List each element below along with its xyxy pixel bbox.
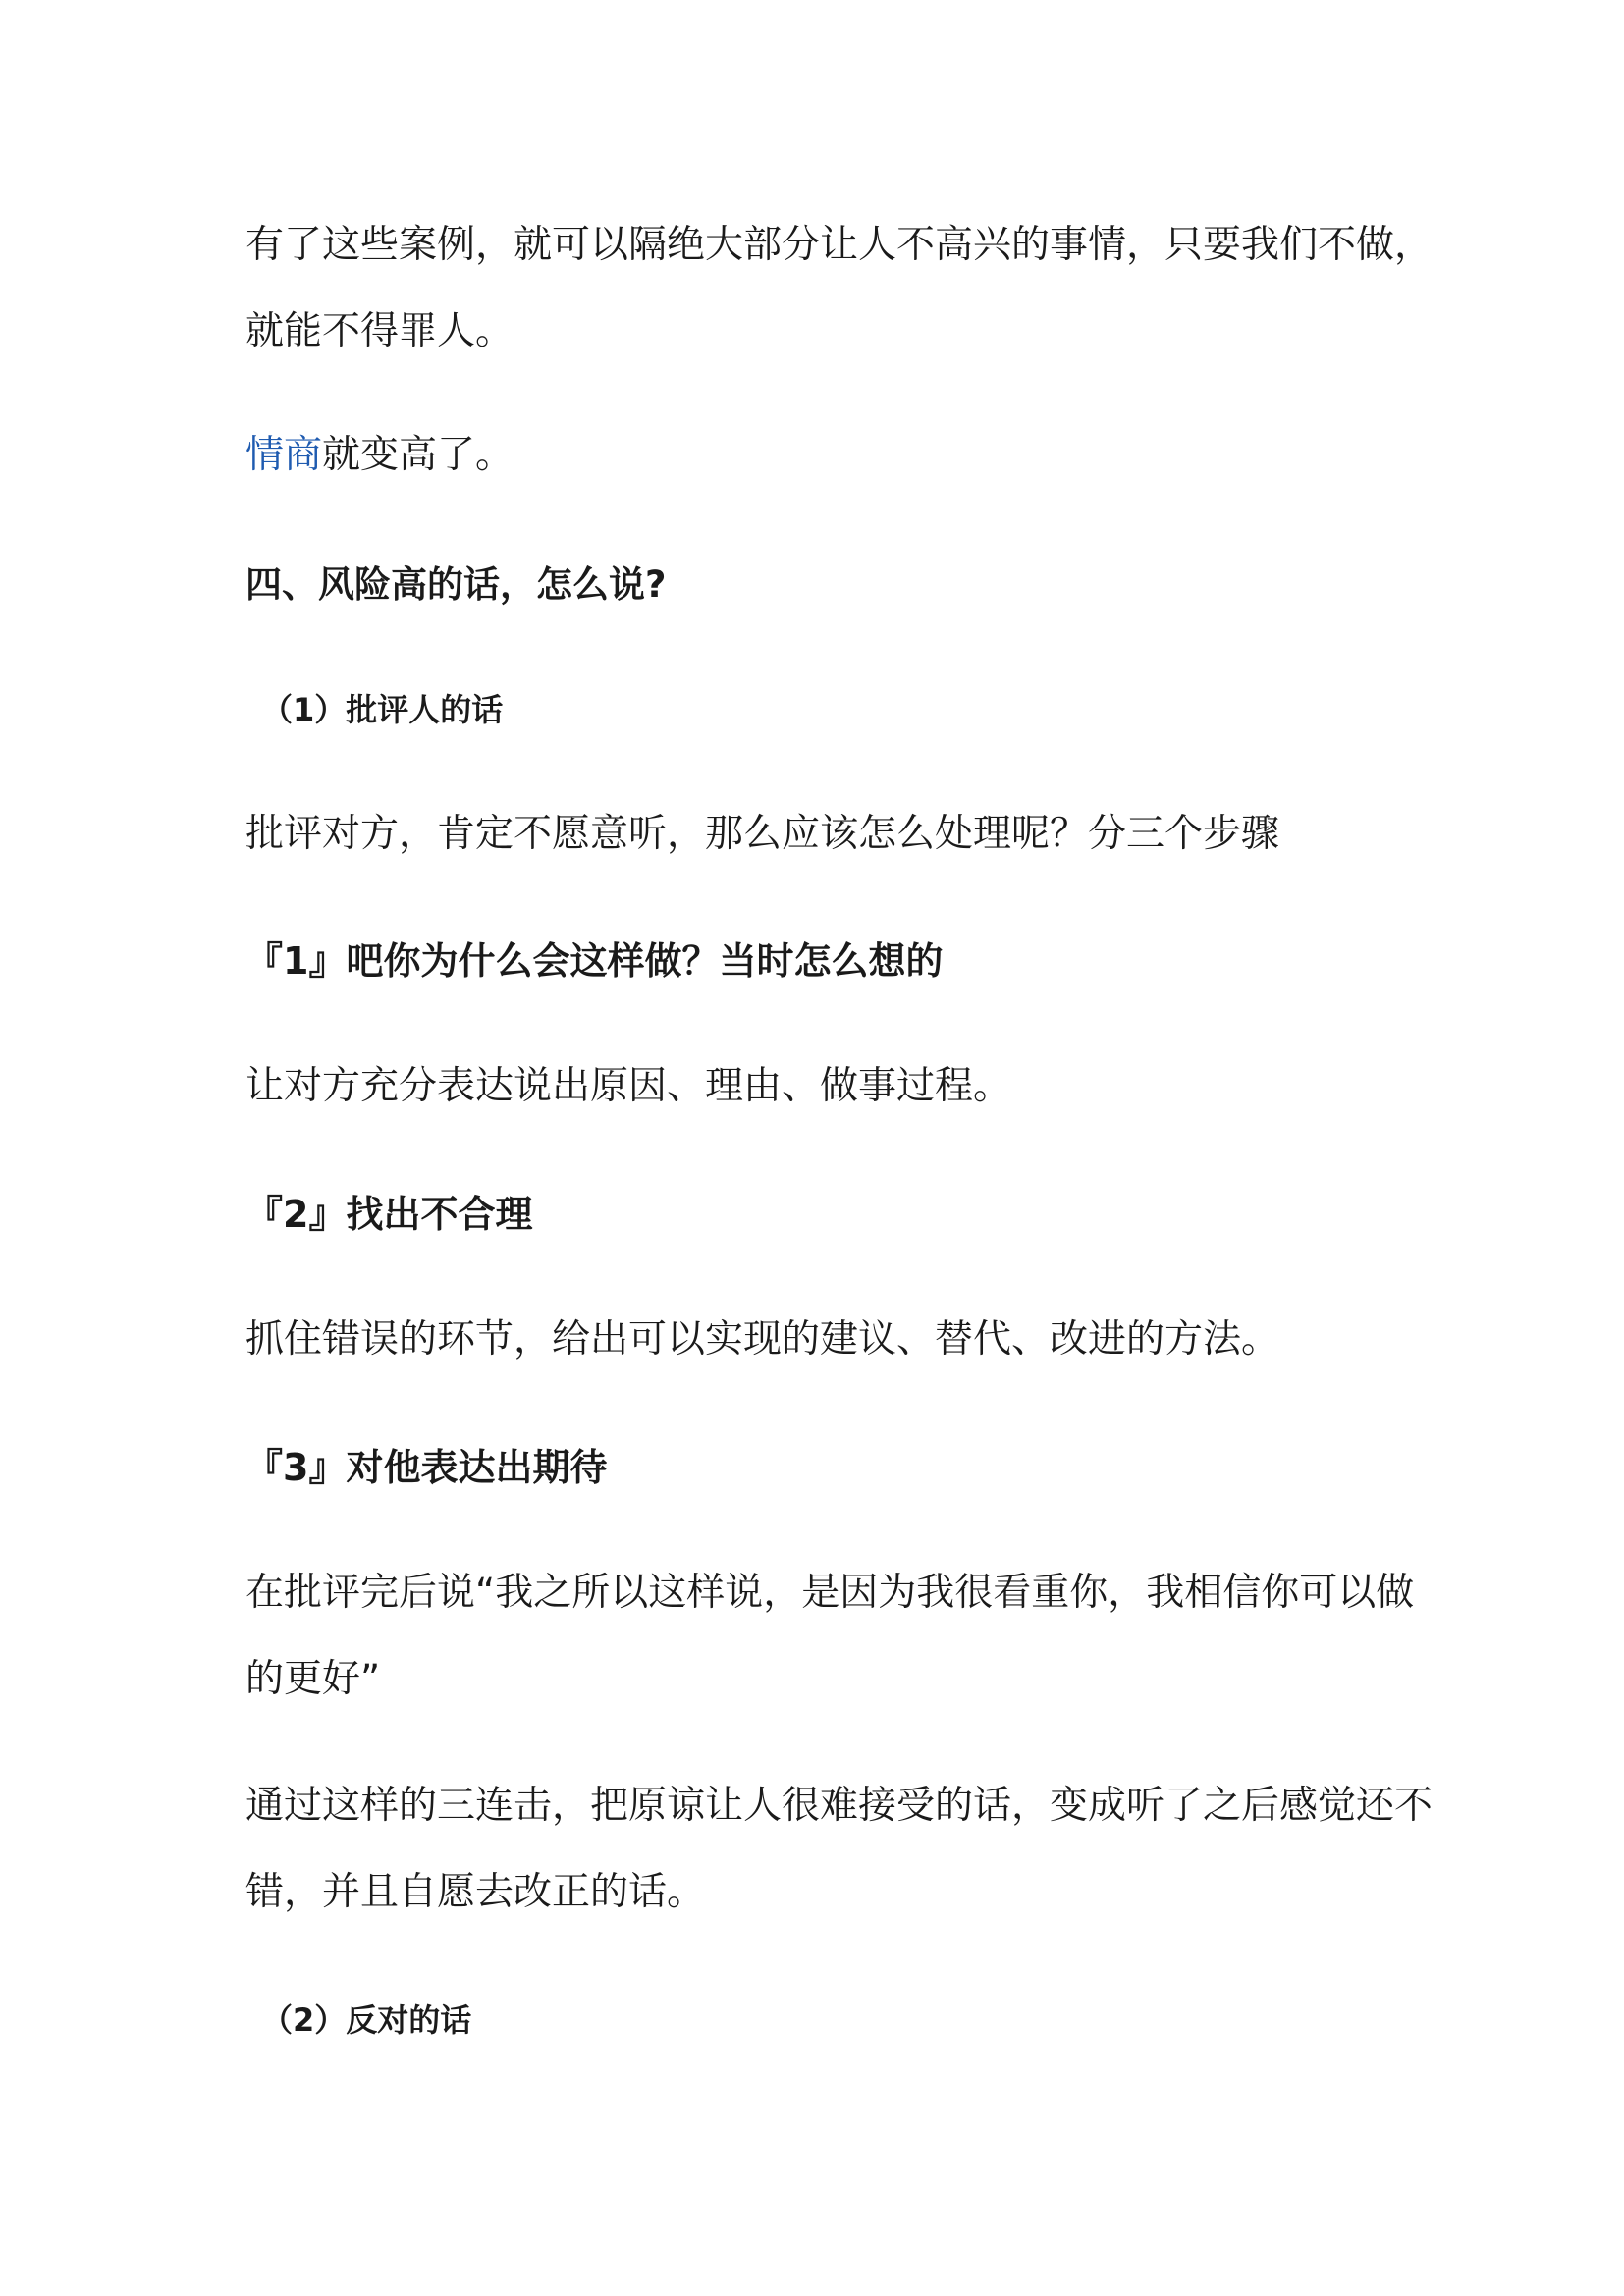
paragraph-summary bbox=[245, 1763, 1434, 1936]
paragraph-line: 有了这些案例，就可以隔绝大部分让人不高兴的事情，只要我们不做， bbox=[245, 223, 1434, 267]
paragraph-step-1 bbox=[245, 1043, 1384, 1130]
paragraph-step-2 bbox=[245, 1297, 1384, 1383]
paragraph-eq bbox=[245, 412, 1384, 499]
paragraph-line: 错，并且自愿去改正的话。 bbox=[245, 1870, 706, 1914]
paragraph-criticism-intro bbox=[245, 791, 1384, 878]
paragraph-line: 让对方充分表达说出原因、理由、做事过程。 bbox=[245, 1064, 1012, 1108]
paragraph-line: 抓住错误的环节，给出可以实现的建议、替代、改进的方法。 bbox=[245, 1317, 1280, 1362]
paragraph-line: 的更好” bbox=[245, 1657, 381, 1701]
paragraph-step-3 bbox=[245, 1550, 1415, 1723]
step-2-heading: 『2』找出不合理 bbox=[245, 1193, 533, 1236]
eq-link[interactable]: 情商 bbox=[245, 433, 323, 477]
paragraph-line: 通过这样的三连击，把原谅让人很难接受的话，变成听了之后感觉还不 bbox=[245, 1784, 1434, 1828]
paragraph-line: 批评对方，肯定不愿意听，那么应该怎么处理呢？分三个步骤 bbox=[245, 812, 1280, 856]
subsection-heading-criticism: （1）批评人的话 bbox=[261, 691, 504, 728]
paragraph-line: 就能不得罪人。 bbox=[245, 309, 514, 353]
step-1-heading: 『1』吧你为什么会这样做？当时怎么想的 bbox=[245, 939, 944, 983]
step-3-heading: 『3』对他表达出期待 bbox=[245, 1446, 608, 1489]
subsection-heading-objection: （2）反对的话 bbox=[261, 2002, 472, 2039]
eq-rest-text: 就变高了。 bbox=[322, 433, 514, 477]
section-heading: 四、风险高的话，怎么说? bbox=[245, 563, 667, 606]
paragraph-line bbox=[245, 412, 1384, 499]
paragraph-cases bbox=[245, 202, 1434, 375]
paragraph-line: 在批评完后说“我之所以这样说，是因为我很看重你，我相信你可以做 bbox=[245, 1571, 1415, 1615]
